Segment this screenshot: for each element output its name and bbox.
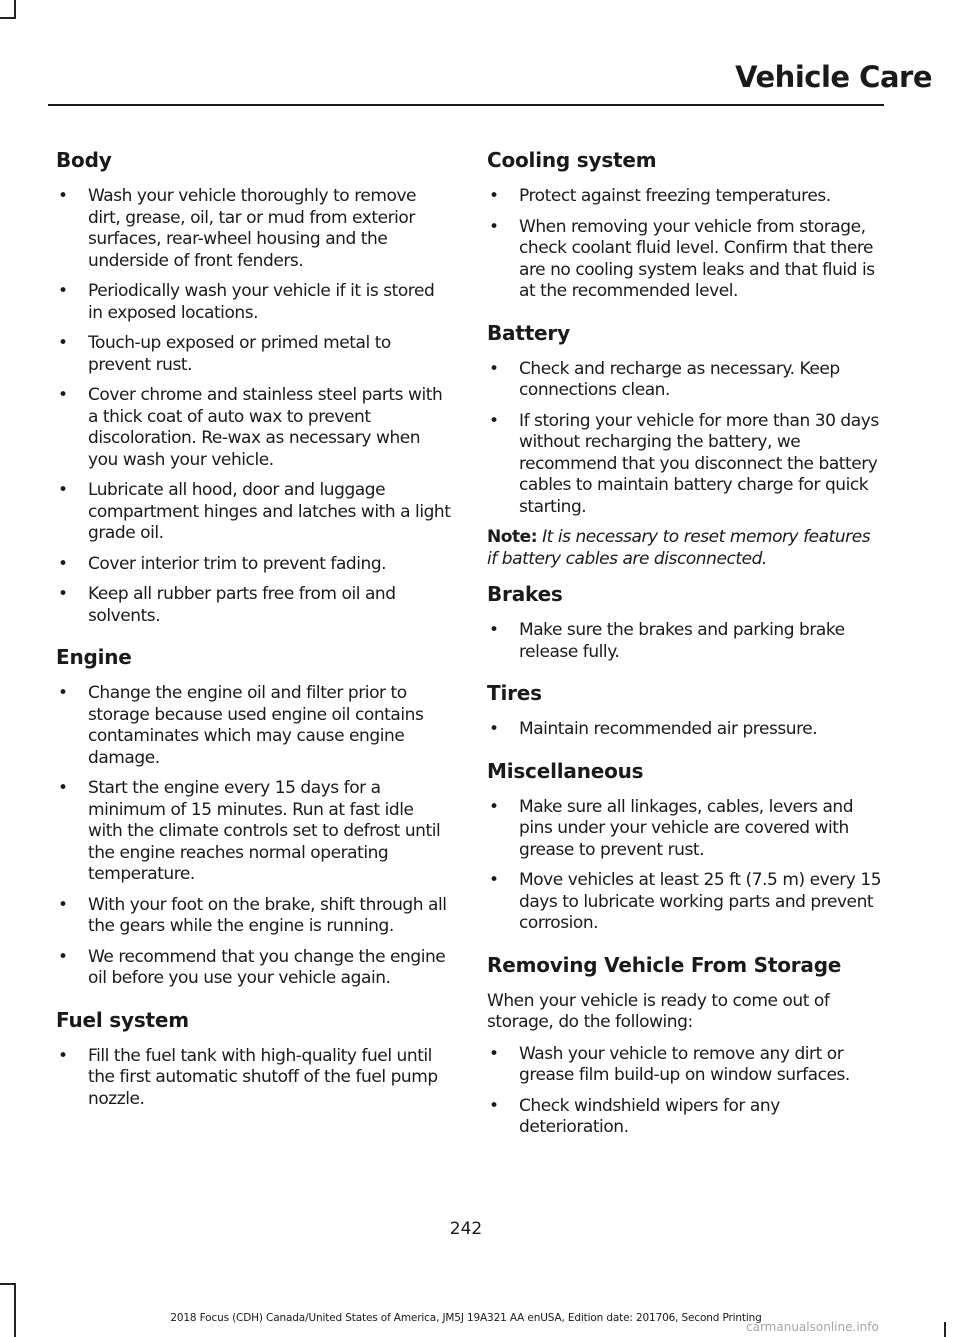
list-item: • Move vehicles at least 25 ft (7.5 m) every 15 days to lubricate working parts and prevent corrosion. bbox=[487, 870, 883, 935]
removing-list bbox=[487, 1044, 883, 1139]
note-label: Note: bbox=[487, 527, 538, 547]
page-number: 242 bbox=[449, 1219, 483, 1239]
list-item: • Cover interior trim to prevent fading. bbox=[56, 554, 452, 576]
section-heading-fuel-system: Fuel system bbox=[56, 1007, 189, 1032]
section-heading-removing-from-storage: Removing Vehicle From Storage bbox=[487, 952, 842, 977]
note-text: It is necessary to reset memory features if battery cables are disconnected. bbox=[487, 527, 871, 569]
removing-intro: When your vehicle is ready to come out of storage, do the following: bbox=[487, 990, 830, 1032]
cooling-list bbox=[487, 186, 883, 303]
list-item: • Lubricate all hood, door and luggage compartment hinges and latches with a light grade oil. bbox=[56, 480, 452, 545]
list-item: • Protect against freezing temperatures. bbox=[487, 186, 883, 208]
crop-mark bbox=[0, 1283, 16, 1285]
list-item: • Change the engine oil and filter prior to storage because used engine oil contains contaminates which may cause engine damage. bbox=[56, 683, 452, 769]
tires-list bbox=[487, 719, 883, 741]
crop-mark bbox=[944, 1322, 946, 1337]
list-item: • Start the engine every 15 days for a minimum of 15 minutes. Run at fast idle with the climate controls set to defrost until the engine reaches normal operating temperature. bbox=[56, 778, 452, 886]
section-heading-tires: Tires bbox=[487, 681, 542, 705]
list-item: • Keep all rubber parts free from oil and solvents. bbox=[56, 584, 452, 627]
watermark: carmanualsonline.info bbox=[746, 1320, 879, 1334]
list-item: • We recommend that you change the engine oil before you use your vehicle again. bbox=[56, 947, 452, 990]
engine-list bbox=[56, 683, 452, 990]
body-list bbox=[56, 186, 452, 627]
section-heading-battery: Battery bbox=[487, 320, 570, 345]
fuel-system-list bbox=[56, 1046, 452, 1111]
section-heading-engine: Engine bbox=[56, 645, 132, 669]
right-column bbox=[487, 146, 883, 1155]
miscellaneous-list bbox=[487, 797, 883, 935]
section-heading-miscellaneous: Miscellaneous bbox=[487, 758, 644, 783]
list-item: • Cover chrome and stainless steel parts with a thick coat of auto wax to prevent discoloration. Re-wax as necessary when you wash your vehicle. bbox=[56, 385, 452, 471]
list-item: • Fill the fuel tank with high-quality fuel until the first automatic shutoff of the fuel pump nozzle. bbox=[56, 1046, 452, 1111]
header-divider bbox=[48, 104, 884, 106]
list-item: • When removing your vehicle from storage, check coolant fluid level. Confirm that there are no cooling system leaks and that fluid is at the recommended level. bbox=[487, 217, 883, 303]
section-heading-body: Body bbox=[56, 148, 112, 172]
section-heading-cooling-system: Cooling system bbox=[487, 148, 657, 172]
list-item: • Make sure the brakes and parking brake release fully. bbox=[487, 620, 883, 663]
list-item: • Wash your vehicle thoroughly to remove dirt, grease, oil, tar or mud from exterior surfaces, rear-wheel housing and the underside of front fenders. bbox=[56, 186, 452, 272]
list-item: • Maintain recommended air pressure. bbox=[487, 719, 883, 741]
crop-mark bbox=[14, 1283, 16, 1337]
battery-list bbox=[487, 359, 883, 519]
list-item: • Periodically wash your vehicle if it is stored in exposed locations. bbox=[56, 281, 452, 324]
list-item: • Make sure all linkages, cables, levers and pins under your vehicle are covered with grease to prevent rust. bbox=[487, 797, 883, 862]
battery-note bbox=[487, 527, 883, 570]
list-item: • Wash your vehicle to remove any dirt or grease film build-up on window surfaces. bbox=[487, 1044, 883, 1087]
footer-edition-info: 2018 Focus (CDH) Canada/United States of America, JM5J 19A321 AA enUSA, Edition date: 201706, Second Printing bbox=[170, 1312, 762, 1324]
list-item: • If storing your vehicle for more than 30 days without recharging the battery, we recommend that you disconnect the battery cables to maintain battery charge for quick starting. bbox=[487, 411, 883, 519]
page-title: Vehicle Care bbox=[735, 60, 932, 94]
section-heading-brakes: Brakes bbox=[487, 582, 563, 606]
left-column bbox=[56, 146, 452, 1126]
list-item: • Touch-up exposed or primed metal to prevent rust. bbox=[56, 333, 452, 376]
crop-mark bbox=[0, 17, 16, 19]
list-item: • With your foot on the brake, shift through all the gears while the engine is running. bbox=[56, 895, 452, 938]
list-item: • Check and recharge as necessary. Keep connections clean. bbox=[487, 359, 883, 402]
brakes-list bbox=[487, 620, 883, 663]
list-item: • Check windshield wipers for any deterioration. bbox=[487, 1096, 883, 1139]
